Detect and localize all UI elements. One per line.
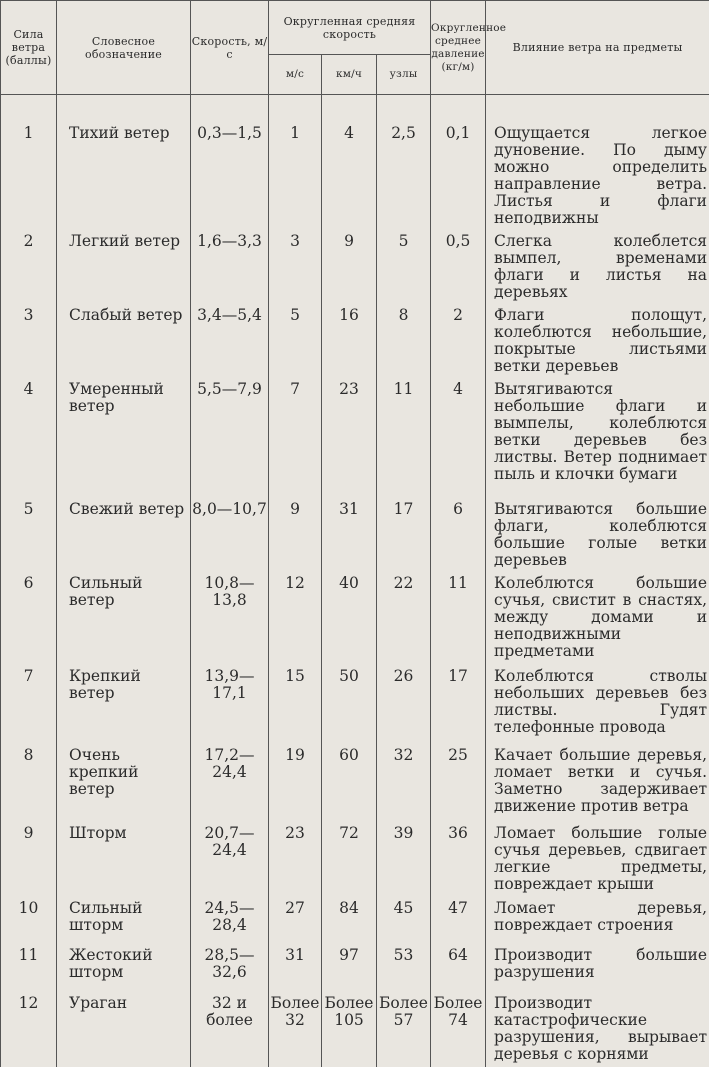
- header-speed: Скорость, м/с: [191, 1, 269, 95]
- knots-cell: 8: [377, 301, 431, 375]
- effect-cell: Ломает деревья, повреждает строения: [486, 894, 709, 941]
- ms-cell: 7: [269, 375, 322, 495]
- kmh-cell: 72: [322, 819, 377, 894]
- pressure-cell: 0,1: [431, 95, 486, 228]
- knots-cell: 45: [377, 894, 431, 941]
- name-cell: Крепкий ветер: [57, 662, 191, 741]
- header-name: Словесное обозначение: [57, 1, 191, 95]
- force-cell: 7: [1, 662, 57, 741]
- header-effect: Влияние ветра на предметы: [486, 1, 709, 95]
- knots-cell: 26: [377, 662, 431, 741]
- pressure-cell: 64: [431, 941, 486, 989]
- ms-cell: 31: [269, 941, 322, 989]
- name-cell: Слабый ветер: [57, 301, 191, 375]
- effect-cell: Производит катастрофические разрушения, вырывает деревья с корнями: [486, 989, 709, 1067]
- knots-cell: 32: [377, 741, 431, 819]
- ms-cell: 9: [269, 495, 322, 569]
- table-row: [1, 375, 709, 495]
- name-cell: Сильный шторм: [57, 894, 191, 941]
- ms-cell: 12: [269, 569, 322, 662]
- force-cell: 6: [1, 569, 57, 662]
- effect-cell: Ломает большие голые сучья деревьев, сдвигает легкие предметы, повреждает крыши: [486, 819, 709, 894]
- speed-cell: 32 и более: [191, 989, 269, 1067]
- knots-cell: 5: [377, 227, 431, 301]
- speed-cell: 3,4—5,4: [191, 301, 269, 375]
- knots-cell: 2,5: [377, 95, 431, 228]
- effect-cell: Колеблются стволы небольших деревьев без листвы. Гудят телефонные провода: [486, 662, 709, 741]
- ms-cell: 3: [269, 227, 322, 301]
- ms-cell: 15: [269, 662, 322, 741]
- effect-cell: Ощущается легкое дуновение. По дыму можно определить направление ветра. Листья и флаги неподвижны: [486, 95, 709, 228]
- table-row: [1, 495, 709, 569]
- force-cell: 5: [1, 495, 57, 569]
- table-body: [1, 95, 709, 1067]
- name-cell: Сильный ветер: [57, 569, 191, 662]
- name-cell: Свежий ветер: [57, 495, 191, 569]
- effect-cell: Слегка колеблется вымпел, временами флаги и листья на деревьях: [486, 227, 709, 301]
- knots-cell: 17: [377, 495, 431, 569]
- effect-cell: Качает большие деревья, ломает ветки и сучья. Заметно задерживает движение против ветра: [486, 741, 709, 819]
- kmh-cell: 84: [322, 894, 377, 941]
- speed-cell: 28,5—32,6: [191, 941, 269, 989]
- effect-cell: Вытягиваются небольшие флаги и вымпелы, колеблются ветки деревьев без листвы. Ветер поднимает пыль и клочки бумаги: [486, 375, 709, 495]
- knots-cell: Более 57: [377, 989, 431, 1067]
- kmh-cell: 31: [322, 495, 377, 569]
- speed-cell: 10,8—13,8: [191, 569, 269, 662]
- name-cell: Жестокий шторм: [57, 941, 191, 989]
- speed-cell: 24,5—28,4: [191, 894, 269, 941]
- force-cell: 1: [1, 95, 57, 228]
- ms-cell: 5: [269, 301, 322, 375]
- pressure-cell: 4: [431, 375, 486, 495]
- speed-cell: 17,2—24,4: [191, 741, 269, 819]
- kmh-cell: 97: [322, 941, 377, 989]
- kmh-cell: 16: [322, 301, 377, 375]
- kmh-cell: 23: [322, 375, 377, 495]
- header-ms: м/с: [269, 55, 322, 95]
- name-cell: Умеренный ветер: [57, 375, 191, 495]
- speed-cell: 13,9—17,1: [191, 662, 269, 741]
- header-kmh: км/ч: [322, 55, 377, 95]
- kmh-cell: 40: [322, 569, 377, 662]
- knots-cell: 22: [377, 569, 431, 662]
- ms-cell: 1: [269, 95, 322, 228]
- pressure-cell: 25: [431, 741, 486, 819]
- table-row: [1, 989, 709, 1067]
- table-row: [1, 741, 709, 819]
- speed-cell: 1,6—3,3: [191, 227, 269, 301]
- force-cell: 10: [1, 894, 57, 941]
- table-row: [1, 301, 709, 375]
- effect-cell: Колеблются большие сучья, свистит в снастях, между домами и неподвижными предметами: [486, 569, 709, 662]
- pressure-cell: 6: [431, 495, 486, 569]
- table-row: [1, 662, 709, 741]
- header-rounded-speed: Округленная средняя скорость: [269, 1, 431, 55]
- knots-cell: 39: [377, 819, 431, 894]
- kmh-cell: 9: [322, 227, 377, 301]
- force-cell: 8: [1, 741, 57, 819]
- header-force: Сила ветра (баллы): [1, 1, 57, 95]
- name-cell: Шторм: [57, 819, 191, 894]
- speed-cell: 8,0—10,7: [191, 495, 269, 569]
- force-cell: 3: [1, 301, 57, 375]
- force-cell: 4: [1, 375, 57, 495]
- effect-cell: Вытягиваются большие флаги, колеблются большие голые ветки деревьев: [486, 495, 709, 569]
- speed-cell: 20,7—24,4: [191, 819, 269, 894]
- table-row: [1, 941, 709, 989]
- pressure-cell: 2: [431, 301, 486, 375]
- ms-cell: 19: [269, 741, 322, 819]
- knots-cell: 11: [377, 375, 431, 495]
- name-cell: Легкий ветер: [57, 227, 191, 301]
- name-cell: Тихий ветер: [57, 95, 191, 228]
- effect-cell: Флаги полощут, колеблются небольшие, покрытые листьями ветки деревьев: [486, 301, 709, 375]
- speed-cell: 5,5—7,9: [191, 375, 269, 495]
- table-row: [1, 95, 709, 228]
- force-cell: 2: [1, 227, 57, 301]
- ms-cell: Более 32: [269, 989, 322, 1067]
- pressure-cell: 47: [431, 894, 486, 941]
- table-row: [1, 819, 709, 894]
- kmh-cell: Более 105: [322, 989, 377, 1067]
- pressure-cell: 0,5: [431, 227, 486, 301]
- speed-cell: 0,3—1,5: [191, 95, 269, 228]
- pressure-cell: Более 74: [431, 989, 486, 1067]
- force-cell: 12: [1, 989, 57, 1067]
- effect-cell: Производит большие разрушения: [486, 941, 709, 989]
- header-pressure: Округленное среднее давление (кг/м): [431, 1, 486, 95]
- table-row: [1, 894, 709, 941]
- kmh-cell: 60: [322, 741, 377, 819]
- table-row: [1, 227, 709, 301]
- kmh-cell: 50: [322, 662, 377, 741]
- knots-cell: 53: [377, 941, 431, 989]
- pressure-cell: 17: [431, 662, 486, 741]
- pressure-cell: 36: [431, 819, 486, 894]
- table-row: [1, 569, 709, 662]
- name-cell: Ураган: [57, 989, 191, 1067]
- kmh-cell: 4: [322, 95, 377, 228]
- ms-cell: 27: [269, 894, 322, 941]
- name-cell: Очень крепкий ветер: [57, 741, 191, 819]
- force-cell: 9: [1, 819, 57, 894]
- pressure-cell: 11: [431, 569, 486, 662]
- force-cell: 11: [1, 941, 57, 989]
- header-knots: узлы: [377, 55, 431, 95]
- ms-cell: 23: [269, 819, 322, 894]
